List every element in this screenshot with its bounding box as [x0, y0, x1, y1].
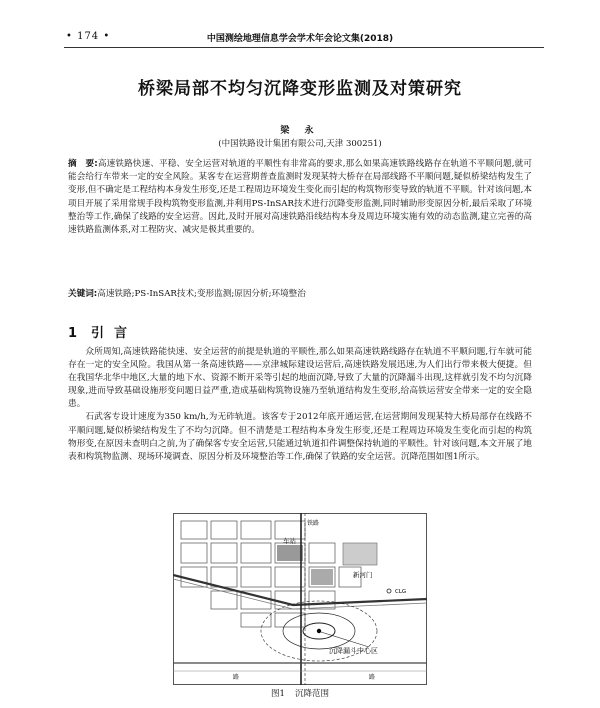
abstract — [68, 158, 532, 237]
map-label-xinzhou: 新河门 — [353, 571, 373, 579]
affiliation: (中国铁路设计集团有限公司,天津 300251) — [218, 139, 382, 149]
map-label-rail: 铁路 — [307, 520, 320, 527]
map-label-road-b: 路 — [369, 674, 376, 681]
figure-caption — [0, 687, 600, 699]
map-label-funnel: 沉降漏斗中心区 — [329, 647, 378, 655]
section-number: 1 — [68, 326, 78, 341]
paper-title: 桥梁局部不均匀沉降变形监测及对策研究 — [138, 79, 462, 99]
map-label-station: 车站 — [283, 537, 296, 545]
settlement-range-map — [173, 513, 427, 685]
caption-text: 沉降范围 — [294, 689, 329, 699]
funnel-center-marker — [317, 629, 321, 633]
keywords-text: 高速铁路;PS-InSAR技术;变形监测;原因分析;环境整治 — [97, 289, 306, 299]
map-label-road-a: 路 — [233, 674, 240, 681]
caption-number: 图1 — [271, 689, 285, 699]
body-text — [68, 346, 532, 464]
map-label-point: CLG — [395, 589, 407, 595]
section-heading — [68, 322, 137, 341]
paragraph-2: 石武客专设计速度为350 km/h,为无砟轨道。该客专于2012年底开通运营,在运营期间发现某特大桥局部存在线路不平顺问题,疑似桥梁结构发生了不均匀沉降。但不清楚是工程结构本身发生形变,还是工程周边环境发生变化而引起的构筑物形变,在原因未查明白之前,为了确保客专安全运营,只能通过轨道扣件调整保持轨道的平顺性。针对该问题,本文开展了地表和构筑物监测、现场环境调查、原因分析及环境整治等工作,确保了铁路的安全运营。沉降范围如图1所示。 — [68, 412, 532, 462]
header-rule — [64, 47, 544, 48]
abstract-text: 高速铁路快速、平稳、安全运营对轨道的平顺性有非常高的要求,那么如果高速铁路线路存在轨道不平顺问题,就可能会给行车带来一定的安全风险。某客专在运营期普查监测时发现某特大桥存在局部线路不平顺问题,疑似桥梁结构发生了变形,但不确定是工程结构本身发生形变,还是工程周边环境发生变化而引起的构筑物形变导致的轨道不平顺。针对该问题,本项目开展了采用常规手段构筑物变形监测,并利用PS-InSAR技术进行沉降变形监测,同时辅助形变原因分析,最后采取了环境整治等工作,确保了线路的安全运营。因此,及时开展对高速铁路沿线结构本身及周边环境实施有效的动态监测,建立完善的高速铁路监测体系,对工程防灾、减灾是极其重要的。 — [68, 159, 533, 236]
abstract-label: 摘 要: — [68, 159, 98, 169]
shaded-zone — [277, 545, 303, 561]
shaded-zone — [311, 569, 333, 585]
keywords — [68, 287, 532, 299]
page-number: • 174 • — [66, 31, 111, 42]
journal-title: 中国测绘地理信息学会学术年会论文集(2018) — [206, 34, 394, 44]
shaded-zone — [343, 543, 377, 565]
author: 梁 永 — [280, 126, 320, 136]
keywords-label: 关键词: — [68, 289, 98, 299]
paragraph-1: 众所周知,高速铁路能快速、安全运营的前提是轨道的平顺性,那么如果高速铁路线路存在轨道不平顺问题,行车就可能存在一定的安全风险。我国从第一条高速铁路——京津城际建设运营后,高速铁路发展迅速,为人们出行带来极大便捷。但在我国华北华中地区,大量的地下水、资源不断开采等引起的地面沉降,导致了大量的沉降漏斗出现,这样就引发不均匀沉降现象,进而导致基础设施形变问题日益严重,造成基础构筑物设施乃至轨道结构发生变形,给高铁运营安全带来一定的安全隐患。 — [68, 347, 532, 410]
section-title: 引言 — [91, 326, 138, 341]
